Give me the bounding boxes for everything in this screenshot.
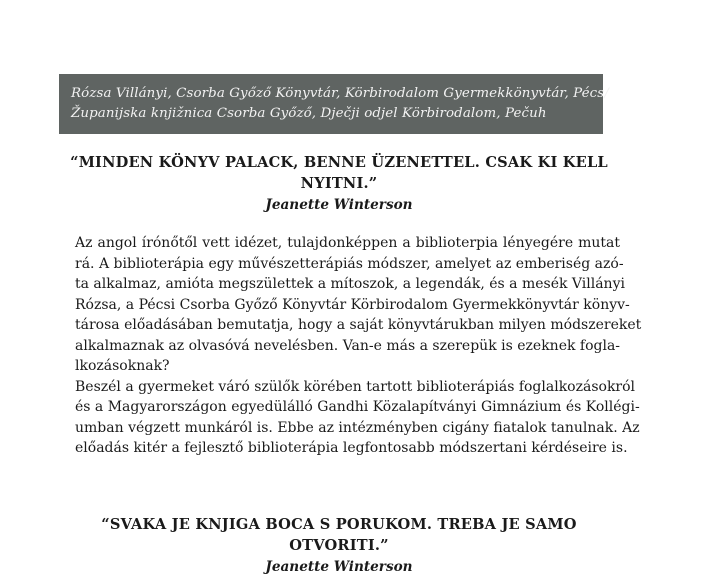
body-line: alkalmaznak az olvasóvá nevelésben. Van-e más a szerepük is ezeknek fogla-: [75, 337, 621, 354]
quote-hungarian-line-1: “MINDEN KÖNYV PALACK, BENNE ÜZENETTEL. CSAK KI KELL: [70, 154, 608, 171]
body-line: Az angol írónőtől vett idézet, tulajdonképpen a biblioterpia lényegére mutat: [75, 235, 620, 251]
body-line: és a Magyarországon egyedülálló Gandhi Közalapítványi Gimnázium és Kollégi-: [75, 399, 640, 415]
quote-croatian-author: Jeanette Winterson: [265, 559, 413, 575]
body-line: Rózsa, a Pécsi Csorba Győző Könyvtár Körbirodalom Gyermekkönyvtár könyv-: [75, 296, 630, 313]
body-line: Beszél a gyermeket váró szülők körében tartott biblioterápiás foglalkozásokról: [75, 378, 636, 395]
body-line: umban végzett munkáról is. Ebbe az intézményben cigány fiatalok tanulnak. Az: [75, 419, 640, 436]
body-line: előadás kitér a fejlesztő biblioterápia legfontosabb módszertani kérdéseire is.: [75, 440, 628, 456]
author-banner-line-1: Rózsa Villányi, Csorba Győző Könyvtár, Körbirodalom Gyermekkönyvtár, Pécs/: [71, 86, 609, 101]
quote-croatian-line-1: “SVAKA JE KNJIGA BOCA S PORUKOM. TREBA JE SAMO OTVORITI.”: [101, 516, 577, 554]
abstract-paragraph-hungarian: [75, 233, 642, 459]
quote-hungarian: [59, 152, 619, 215]
quote-hungarian-author: Jeanette Winterson: [265, 197, 413, 213]
quote-croatian: [59, 514, 619, 577]
body-line: lkozásoknak?: [75, 358, 170, 374]
quote-hungarian-line-2: NYITNI.”: [300, 175, 378, 192]
body-line: ta alkalmaz, amióta megszülettek a mítoszok, a legendák, és a mesék Villányi: [75, 276, 625, 292]
body-line: tárosa előadásában bemutatja, hogy a saját könyvtárukban milyen módszereket: [75, 317, 642, 333]
author-banner-line-2: Županijska knjižnica Csorba Győző, Dječji odjel Körbirodalom, Pečuh: [71, 106, 547, 121]
body-line: rá. A biblioterápia egy művészetterápiás módszer, amelyet az emberiség azó-: [75, 255, 624, 272]
author-banner: [59, 74, 609, 134]
